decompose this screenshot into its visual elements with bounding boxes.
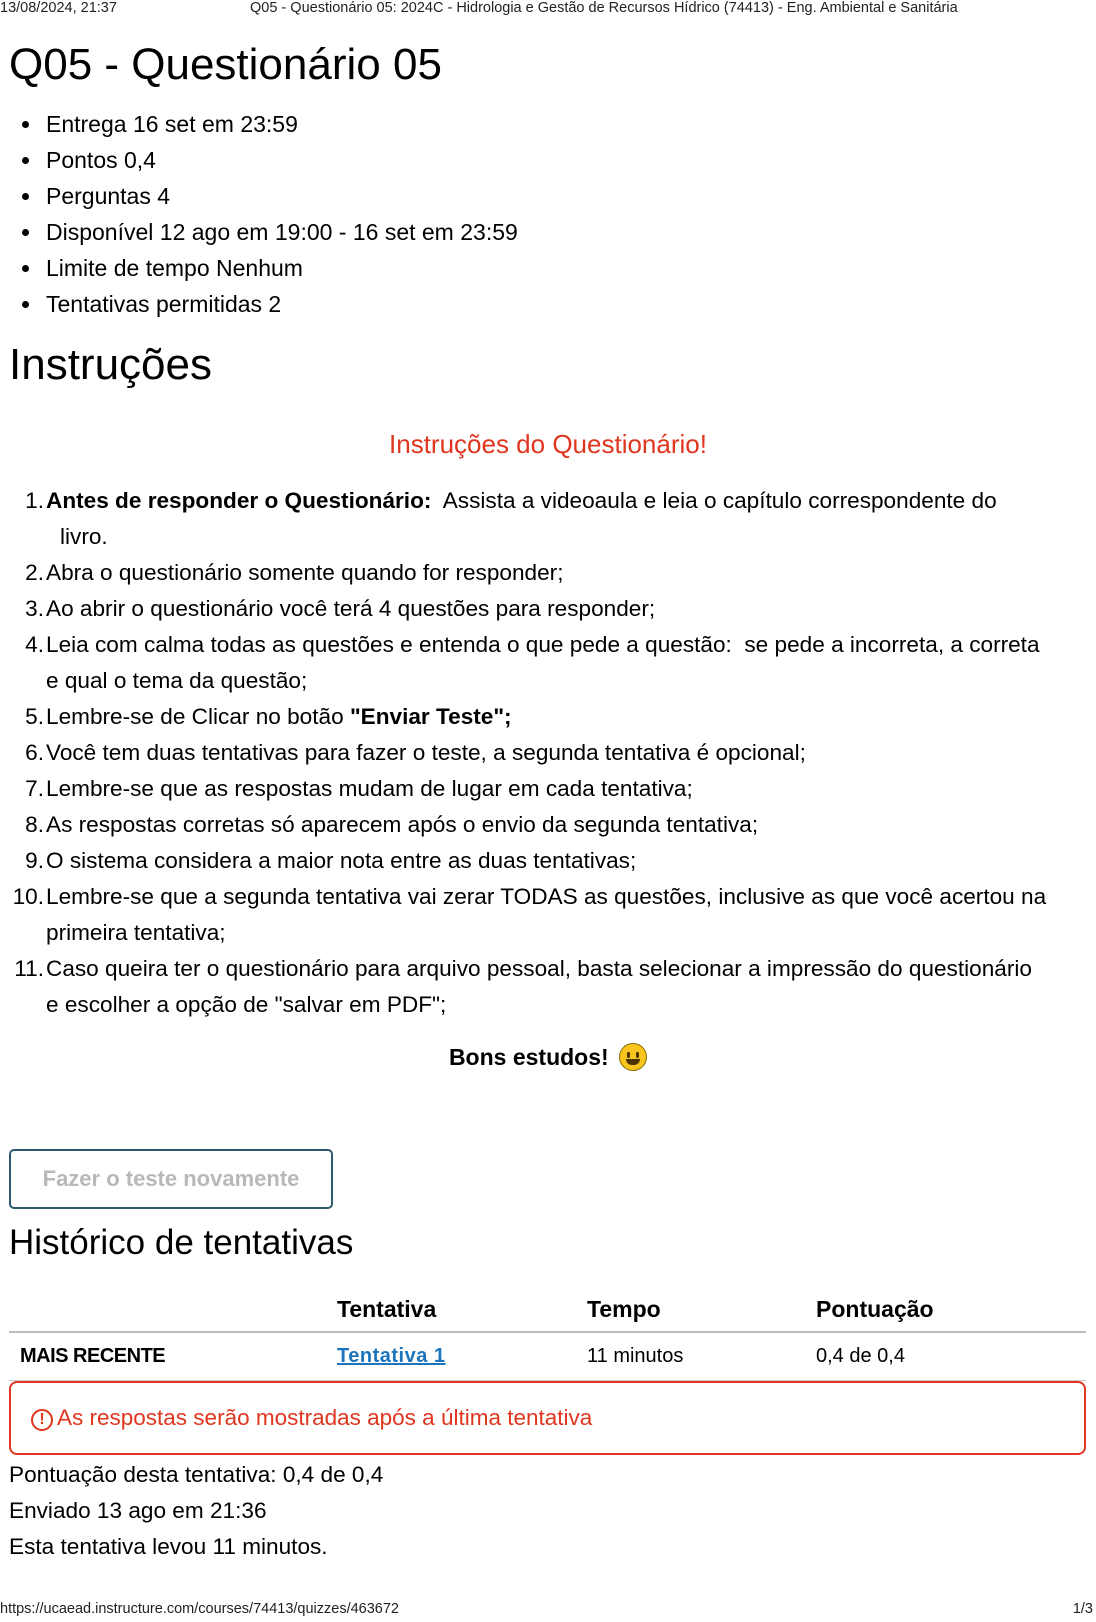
smiling-face-icon <box>619 1043 647 1071</box>
instructions-heading: Instruções do Questionário! <box>389 429 707 459</box>
table-row <box>9 1332 1086 1380</box>
alert-text: As respostas serão mostradas após a última tentativa <box>57 1405 593 1430</box>
column-header-score: Pontuação <box>816 1288 1086 1332</box>
quiz-details-list <box>46 106 518 322</box>
attempt-1-link[interactable]: Tentativa 1 <box>337 1344 446 1367</box>
instruction-bold-text: "Enviar Teste"; <box>349 704 512 729</box>
instruction-bold-text: Antes de responder o Questionário: <box>46 488 432 513</box>
instruction-text: Assista a videoaula e leia o capítulo correspondente do <box>431 488 997 513</box>
instruction-text: Lembre-se que a segunda tentativa vai zerar TODAS as questões, inclusive as que você acertou na <box>46 884 1047 909</box>
instruction-continuation: livro. <box>60 524 108 549</box>
instruction-item <box>25 591 1086 627</box>
instruction-number: 3. <box>25 596 44 621</box>
exclamation-circle-icon: ! <box>31 1409 53 1431</box>
instruction-item <box>25 771 1086 807</box>
instruction-text: O sistema considera a maior nota entre as duas tentativas; <box>46 848 637 873</box>
instruction-number: 8. <box>25 812 44 837</box>
instruction-item <box>25 807 1086 843</box>
attempt-summary <box>9 1457 383 1565</box>
most-recent-label: MAIS RECENTE <box>9 1332 337 1380</box>
detail-allowed-attempts: Tentativas permitidas 2 <box>46 286 518 322</box>
attempt-time: 11 minutos <box>587 1332 816 1380</box>
instruction-continuation: primeira tentativa; <box>46 920 226 945</box>
instruction-number: 4. <box>25 632 44 657</box>
instruction-item <box>25 735 1086 771</box>
attempt-duration: Esta tentativa levou 11 minutos. <box>9 1534 328 1559</box>
print-header <box>0 0 1096 18</box>
print-document-title: Q05 - Questionário 05: 2024C - Hidrologia e Gestão de Recursos Hídrico (74413) - Eng. Ambiental e Sanitária <box>250 0 958 16</box>
print-url: https://ucaead.instructure.com/courses/74413/quizzes/463672 <box>0 1601 399 1617</box>
attempt-history-table <box>9 1288 1086 1381</box>
detail-time-limit: Limite de tempo Nenhum <box>46 250 518 286</box>
answers-alert <box>9 1381 1086 1455</box>
instruction-number: 10. <box>12 884 44 909</box>
instructions-list <box>12 483 1086 1023</box>
instruction-number: 6. <box>25 740 44 765</box>
attempt-history-title: Histórico de tentativas <box>9 1223 354 1262</box>
instruction-item <box>25 699 1086 735</box>
instruction-item <box>25 627 1086 699</box>
attempt-submitted: Enviado 13 ago em 21:36 <box>9 1498 267 1523</box>
instruction-text: Lembre-se que as respostas mudam de lugar em cada tentativa; <box>46 776 693 801</box>
instruction-item <box>25 843 1086 879</box>
print-datetime: 13/08/2024, 21:37 <box>0 0 117 16</box>
instruction-item <box>12 879 1086 951</box>
instruction-number: 1. <box>25 488 44 513</box>
instruction-item <box>14 951 1086 1023</box>
instruction-text: Lembre-se de Clicar no botão <box>46 704 350 729</box>
instruction-continuation: e escolher a opção de "salvar em PDF"; <box>46 992 447 1017</box>
retake-quiz-button[interactable]: Fazer o teste novamente <box>9 1149 333 1209</box>
instruction-text: Caso queira ter o questionário para arquivo pessoal, basta selecionar a impressão do questionário <box>46 956 1032 981</box>
instructions-title: Instruções <box>9 340 212 389</box>
instruction-text: Abra o questionário somente quando for responder; <box>46 560 564 585</box>
instruction-item <box>25 483 1086 555</box>
closing-message <box>0 1040 1096 1074</box>
page-number: 1/3 <box>1072 1601 1093 1617</box>
column-header-time: Tempo <box>587 1288 816 1332</box>
detail-questions: Perguntas 4 <box>46 178 518 214</box>
column-header-attempt: Tentativa <box>337 1288 587 1332</box>
instruction-number: 2. <box>25 560 44 585</box>
instruction-number: 5. <box>25 704 44 729</box>
instruction-text: Leia com calma todas as questões e entenda o que pede a questão: se pede a incorreta, a correta <box>46 632 1040 657</box>
instruction-text: Você tem duas tentativas para fazer o teste, a segunda tentativa é opcional; <box>46 740 806 765</box>
instruction-continuation: e qual o tema da questão; <box>46 668 308 693</box>
instruction-text: As respostas corretas só aparecem após o envio da segunda tentativa; <box>46 812 759 837</box>
table-header-row <box>9 1288 1086 1332</box>
page-title: Q05 - Questionário 05 <box>9 40 442 89</box>
attempt-score: 0,4 de 0,4 <box>816 1332 1086 1380</box>
instruction-number: 9. <box>25 848 44 873</box>
closing-text: Bons estudos! <box>448 1044 609 1070</box>
detail-points: Pontos 0,4 <box>46 142 518 178</box>
instruction-number: 7. <box>25 776 44 801</box>
detail-available: Disponível 12 ago em 19:00 - 16 set em 23:59 <box>46 214 518 250</box>
detail-due: Entrega 16 set em 23:59 <box>46 106 518 142</box>
instruction-text: Ao abrir o questionário você terá 4 questões para responder; <box>46 596 656 621</box>
instruction-item <box>25 555 1086 591</box>
column-header-label <box>9 1288 337 1332</box>
attempt-score-summary: Pontuação desta tentativa: 0,4 de 0,4 <box>9 1462 384 1487</box>
instruction-number: 11. <box>14 956 44 981</box>
